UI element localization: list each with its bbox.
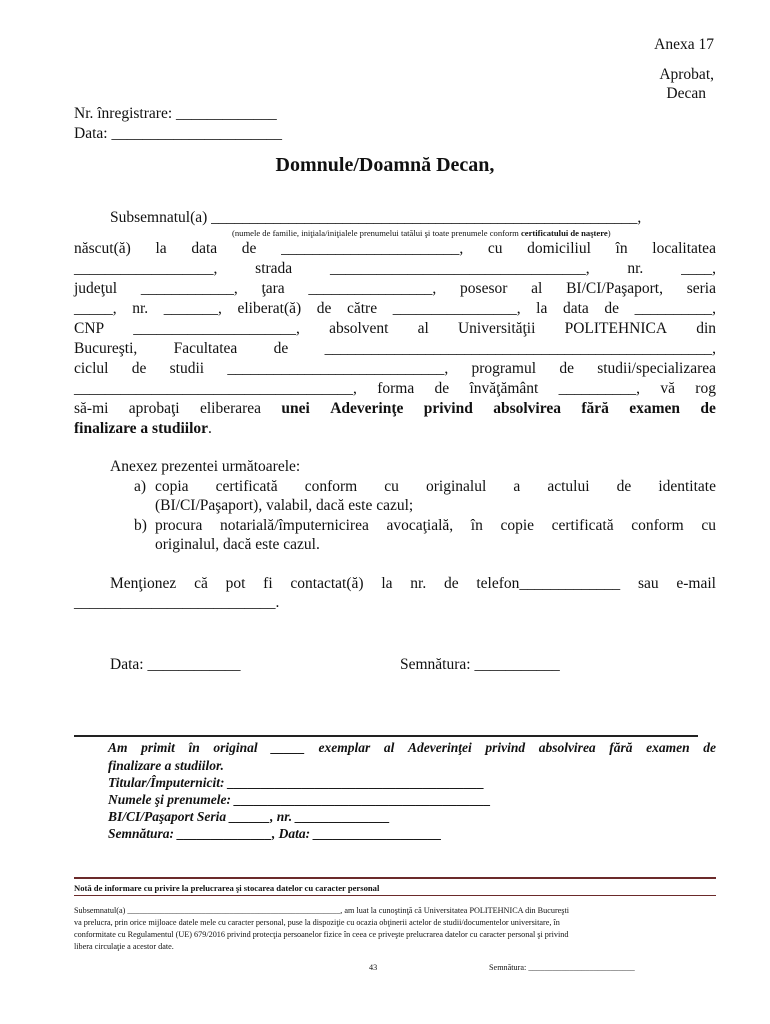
program-line: ____________________________________, forma de învăţământ __________, vă rog xyxy=(74,380,716,397)
id-series-field[interactable]: _____, xyxy=(74,300,117,317)
issue-date-field[interactable]: __________, xyxy=(634,300,716,317)
attachment-b-line2: originalul, dacă este cazul. xyxy=(155,536,320,553)
holder-field[interactable]: Titular/Împuternicit: ______________________________________ xyxy=(108,775,485,790)
note-end: ) xyxy=(607,228,611,238)
footer-signature-field[interactable]: Semnătura: __________________________ xyxy=(489,963,635,972)
street-number-field[interactable]: ____, xyxy=(681,260,716,277)
id-number-field[interactable]: _______, xyxy=(163,300,222,317)
signature-field[interactable]: Semnătura: ___________ xyxy=(400,656,560,673)
attachments-intro: Anexez prezentei următoarele: xyxy=(110,458,301,475)
signature-date-field[interactable]: Data: ____________ xyxy=(110,656,241,673)
gdpr-line1: Subsemnatul(a) ____________________________________________________, am luat la cunoştinţă că Universitatea POLITEHNICA din Bucureşti xyxy=(74,906,570,915)
receipt-line2: finalizare a studiilor. xyxy=(108,758,224,773)
gdpr-title: Notă de informare cu privire la prelucrarea şi stocarea datelor cu caracter personal xyxy=(74,883,380,893)
gdpr-line3: conformitate cu Regulamentul (UE) 679/2016 privind protecţia persoanelor fizice în ceea ce priveşte prelucrarea datelor cu caracter personal şi privind xyxy=(74,930,569,939)
locality-field[interactable]: __________________, xyxy=(74,260,218,277)
county-line: judeţul ____________, ţara ________________, posesor al BI/CI/Paşaport, seria xyxy=(74,280,716,297)
copies-field[interactable]: _____ xyxy=(271,740,305,755)
approved-label: Aprobat, xyxy=(659,66,714,83)
cnp-line: CNP _____________________, absolvent al Universităţii POLITEHNICA din xyxy=(74,320,716,337)
contact-line: Menţionez că pot fi contactat(ă) la nr. de telefon_____________ sau e-mail xyxy=(110,575,716,592)
program-field[interactable]: ____________________________________, xyxy=(74,380,357,397)
dean-label: Decan xyxy=(666,85,706,102)
receipt-separator xyxy=(74,735,698,737)
page-title: Domnule/Doamnă Decan, xyxy=(275,154,495,176)
address-line: __________________, strada _________________________________, nr. ____, xyxy=(74,260,716,277)
street-field[interactable]: _________________________________, xyxy=(329,260,590,277)
note-text: (numele de familie, iniţiala/iniţialele prenumelui tatălui şi toate prenumele conform xyxy=(232,228,521,238)
study-cycle-line: ciclul de studii ____________________________, programul de studii/specializarea xyxy=(74,360,716,377)
receipt-signature-field[interactable]: Semnătura: ______________, Data: ___________________ xyxy=(108,826,442,841)
full-name-field[interactable]: Numele şi prenumele: ______________________________________ xyxy=(108,792,491,807)
receipt-line1: Am primit în original _____ exemplar al Adeverinţei privind absolvirea fără examen de xyxy=(108,740,716,755)
birth-line: născut(ă) la data de _______________________, cu domiciliul în localitatea xyxy=(74,240,716,257)
name-field-note xyxy=(232,228,611,238)
faculty-line: Bucureşti, Facultatea de __________________________________________________, xyxy=(74,340,716,357)
page-number: 43 xyxy=(369,963,378,972)
county-field[interactable]: ____________, xyxy=(140,280,238,297)
attachment-a-line2: (BI/CI/Paşaport), valabil, dacă este cazul; xyxy=(155,497,414,514)
receipt-id-field[interactable]: BI/CI/Paşaport Seria ______, nr. ______________ xyxy=(108,809,391,824)
phone-field[interactable]: telefon_____________ xyxy=(476,575,621,592)
date-field[interactable]: Data: ______________________ xyxy=(74,125,282,142)
request-line: să-mi aprobaţi eliberarea unei Adeverinţe privind absolvirea fără examen de xyxy=(74,400,716,417)
attachment-a-label: a) xyxy=(134,478,147,495)
annex-number: Anexa 17 xyxy=(654,36,714,53)
attachment-a-line: copia certificată conform cu originalul a actului de identitate xyxy=(155,478,716,495)
request-line-end: finalizare a studiilor. xyxy=(74,420,212,437)
faculty-field[interactable]: __________________________________________________, xyxy=(324,340,716,357)
cnp-field[interactable]: _____________________, xyxy=(133,320,300,337)
attachment-b-line: procura notarială/împuternicirea avocaţială, în copie certificată conform cu xyxy=(155,517,716,534)
registration-number-field[interactable]: Nr. înregistrare: _____________ xyxy=(74,105,277,122)
gdpr-line2: va prelucra, prin orice mijloace datele mele cu caracter personal, puse la dispoziţie cu ocazia obţinerii actelor de studii/documentelor universitare, în xyxy=(74,918,560,927)
birth-date-field[interactable]: _______________________, xyxy=(281,240,464,257)
note-bold: certificatului de naştere xyxy=(520,228,608,238)
name-field[interactable]: Subsemnatul(a) _______________________________________________________, xyxy=(110,209,642,226)
id-line: _____, nr. _______, eliberat(ă) de către ________________, la data de __________, xyxy=(74,300,716,317)
education-form-field[interactable]: __________, xyxy=(558,380,641,397)
country-field[interactable]: ________________, xyxy=(308,280,437,297)
gdpr-line4: libera circulaţie a acestor date. xyxy=(74,942,174,951)
study-cycle-field[interactable]: ____________________________, xyxy=(227,360,449,377)
gdpr-rule-top xyxy=(74,877,716,879)
attachment-b-label: b) xyxy=(134,517,147,534)
issued-by-field[interactable]: ________________, xyxy=(392,300,521,317)
gdpr-rule-bottom xyxy=(74,895,716,896)
email-field[interactable]: __________________________. xyxy=(74,594,280,611)
